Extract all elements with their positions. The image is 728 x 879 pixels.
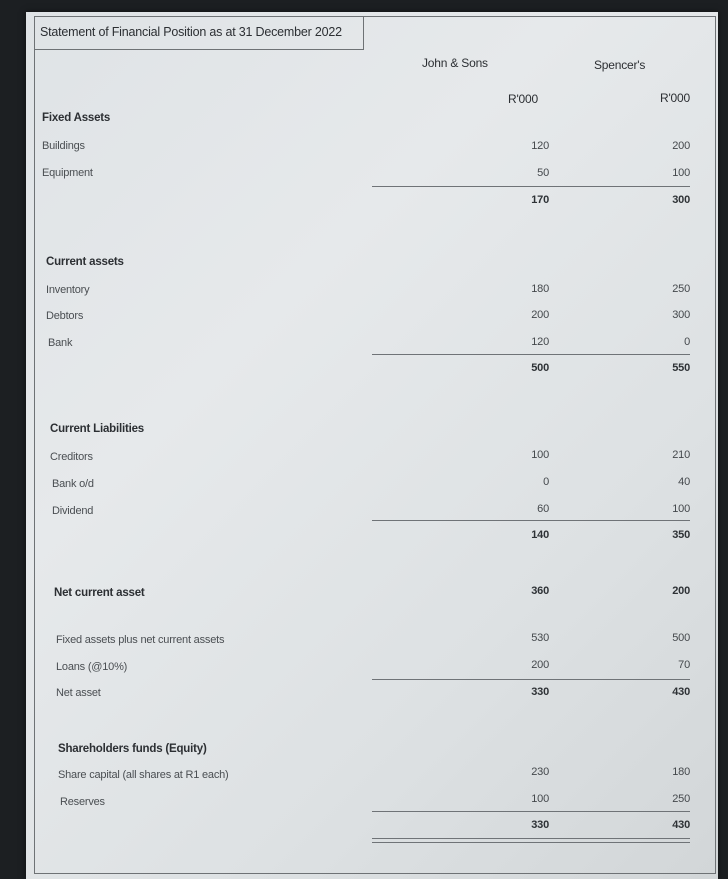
document-page xyxy=(26,12,718,879)
row-label-net-asset: Net asset xyxy=(56,687,101,699)
value-inventory-john: 180 xyxy=(531,283,549,295)
total-current-assets-spencer: 550 xyxy=(672,362,690,374)
value-loans-spencer: 70 xyxy=(678,659,690,671)
total-fixed-assets-john: 170 xyxy=(531,194,549,206)
statement-title: Statement of Financial Position as at 31 December 2022 xyxy=(40,25,342,39)
row-label-buildings: Buildings xyxy=(42,140,85,152)
value-net-current-asset-spencer: 200 xyxy=(672,585,690,597)
value-equipment-spencer: 100 xyxy=(672,167,690,179)
value-buildings-john: 120 xyxy=(531,140,549,152)
value-creditors-john: 100 xyxy=(531,449,549,461)
unit-header-spencers: R'000 xyxy=(660,91,690,105)
row-label-reserves: Reserves xyxy=(60,796,105,808)
value-net-asset-spencer: 430 xyxy=(672,686,690,698)
total-fixed-assets-spencer: 300 xyxy=(672,194,690,206)
value-share-capital-spencer: 180 xyxy=(672,766,690,778)
row-label-dividend: Dividend xyxy=(52,505,94,517)
row-label-creditors: Creditors xyxy=(50,451,93,463)
double-rule-bottom xyxy=(372,842,690,843)
value-net-asset-john: 330 xyxy=(531,686,549,698)
row-label-loans: Loans (@10%) xyxy=(56,661,128,673)
value-loans-john: 200 xyxy=(531,659,549,671)
row-label-equipment: Equipment xyxy=(42,167,93,179)
value-bank-overdraft-john: 0 xyxy=(543,476,549,488)
row-label-debtors: Debtors xyxy=(46,310,84,322)
subtotal-rule xyxy=(372,679,690,680)
total-current-liabilities-spencer: 350 xyxy=(672,529,690,541)
value-reserves-spencer: 250 xyxy=(672,793,690,805)
section-heading-equity: Shareholders funds (Equity) xyxy=(58,743,207,755)
value-creditors-spencer: 210 xyxy=(672,449,690,461)
row-label-share-capital: Share capital (all shares at R1 each) xyxy=(58,769,229,781)
value-buildings-spencer: 200 xyxy=(672,140,690,152)
row-label-inventory: Inventory xyxy=(46,284,90,296)
value-reserves-john: 100 xyxy=(531,793,549,805)
total-current-assets-john: 500 xyxy=(531,362,549,374)
value-bank-spencer: 0 xyxy=(684,336,690,348)
column-header-john-sons: John & Sons xyxy=(422,56,488,70)
value-fixed-plus-net-current-spencer: 500 xyxy=(672,632,690,644)
total-equity-spencer: 430 xyxy=(672,819,690,831)
value-fixed-plus-net-current-john: 530 xyxy=(531,632,549,644)
value-debtors-spencer: 300 xyxy=(672,309,690,321)
value-bank-john: 120 xyxy=(531,336,549,348)
section-heading-current-liabilities: Current Liabilities xyxy=(50,423,144,435)
row-label-bank-overdraft: Bank o/d xyxy=(52,478,94,490)
value-share-capital-john: 230 xyxy=(531,766,549,778)
subtotal-rule xyxy=(372,520,690,521)
subtotal-rule xyxy=(372,186,690,187)
total-current-liabilities-john: 140 xyxy=(531,529,549,541)
row-label-net-current-asset: Net current asset xyxy=(54,587,145,599)
value-dividend-spencer: 100 xyxy=(672,503,690,515)
value-net-current-asset-john: 360 xyxy=(531,585,549,597)
value-dividend-john: 60 xyxy=(537,503,549,515)
value-equipment-john: 50 xyxy=(537,167,549,179)
row-label-bank: Bank xyxy=(48,337,73,349)
subtotal-rule xyxy=(372,811,690,812)
section-heading-fixed-assets: Fixed Assets xyxy=(42,112,111,124)
double-rule-top xyxy=(372,838,690,839)
unit-header-john-sons: R'000 xyxy=(508,92,538,106)
value-bank-overdraft-spencer: 40 xyxy=(678,476,690,488)
section-heading-current-assets: Current assets xyxy=(46,256,124,268)
value-inventory-spencer: 250 xyxy=(672,283,690,295)
subtotal-rule xyxy=(372,354,690,355)
column-header-spencers: Spencer's xyxy=(594,58,646,72)
row-label-fixed-plus-net-current: Fixed assets plus net current assets xyxy=(56,634,225,646)
total-equity-john: 330 xyxy=(531,819,549,831)
value-debtors-john: 200 xyxy=(531,309,549,321)
